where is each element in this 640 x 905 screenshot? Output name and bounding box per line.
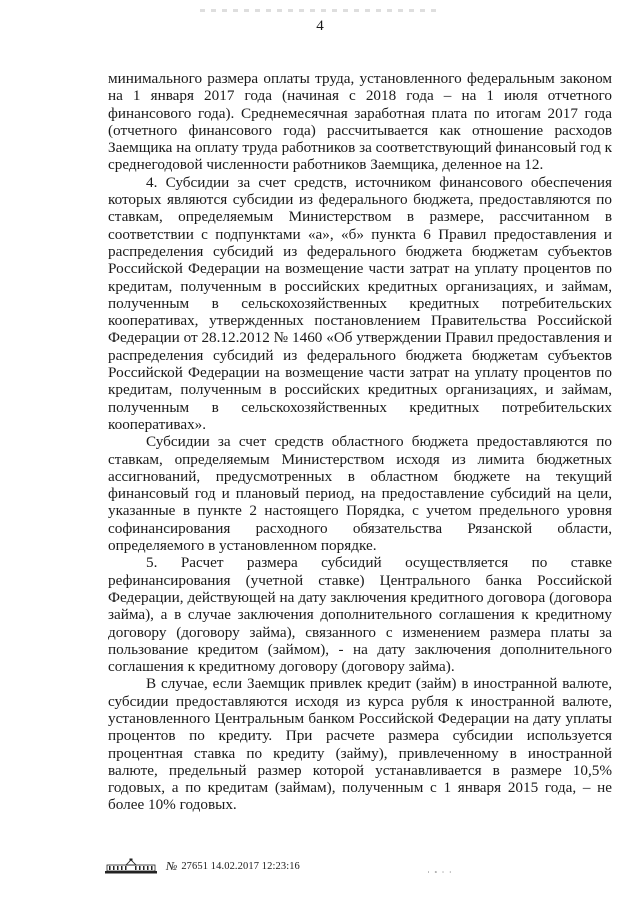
scan-artifact-top	[200, 9, 440, 12]
number-sign: №	[166, 858, 178, 873]
paragraph-item-5: 5. Расчет размера субсидий осуществляется по ставке рефинансирования (учетной ставке) Центрального банка Российской Федерации, действующей на дату заключения кредитного договора (договора займа), а в случае заключения дополнительного соглашения к кредитному договору (договору займа), связанного с изменением размера платы за пользование кредитом (займом), - на дату заключения дополнительного соглашения к кредитному договору (договору займа).	[108, 554, 612, 676]
registration-stamp: 27651 14.02.2017 12:23:16	[181, 860, 300, 872]
paragraph-continuation: минимального размера оплаты труда, установленного федеральным законом на 1 января 2017 года (начиная с 2018 года – на 1 июля отчетного финансового года). Среднемесячная заработная плата по итогам 2017 года (отчетного финансового года) рассчитывается как отношение расходов Заемщика на оплату труда работников за соответствующий финансовый год к среднегодовой численности работников Заемщика, деленное на 12.	[108, 70, 612, 174]
scan-artifact-marks: ˙ ˚ ˙ ˙	[427, 870, 453, 880]
page-number: 4	[316, 18, 324, 34]
document-footer	[104, 856, 300, 876]
paragraph-item-4: 4. Субсидии за счет средств, источником финансового обеспечения которых являются субсидии из федерального бюджета, предоставляются по ставкам, определяемым Министерством в размере, рассчитанном в соответствии с подпунктами «а», «б» пункта 6 Правил предоставления и распределения субсидий из федерального бюджета бюджетам субъектов Российской Федерации на возмещение части затрат на уплату процентов по кредитам, полученным в российских кредитных организациях, и займам, полученным в сельскохозяйственных кредитных потребительских кооперативах, утвержденных постановлением Правительства Российской Федерации от 28.12.2012 № 1460 «Об утверждении Правил предоставления и распределения субсидий из федерального бюджета бюджетам субъектов Российской Федерации на возмещение части затрат на уплату процентов по кредитам, полученным в российских кредитных организациях, и займам, полученным в сельскохозяйственных кредитных потребительских кооперативах».	[108, 173, 612, 433]
paragraph-regional-subsidies: Субсидии за счет средств областного бюджета предоставляются по ставкам, определяемым Министерством исходя из лимита бюджетных ассигнований, предусмотренных в областном бюджете на текущий финансовый год и плановый период, на предоставление субсидий на цели, указанные в пункте 2 настоящего Порядка, с учетом предельного уровня софинансирования расходного обязательства Рязанской области, определяемого в установленном порядке.	[108, 433, 612, 555]
paragraph-foreign-currency: В случае, если Заемщик привлек кредит (займ) в иностранной валюте, субсидии предоставляются исходя из курса рубля к иностранной валюте, установленного Центральным банком Российской Федерации на дату уплаты процентов по кредиту. При расчете размера субсидии используется процентная ставка по кредиту (займу), привлеченному в иностранной валюте, предельный размер которой устанавливается в размере 10,5% годовых, а по кредитам (займам), полученным с 1 января 2015 года, – не более 10% годовых.	[108, 675, 612, 814]
government-building-logo-icon	[104, 858, 158, 874]
document-body	[108, 70, 612, 814]
